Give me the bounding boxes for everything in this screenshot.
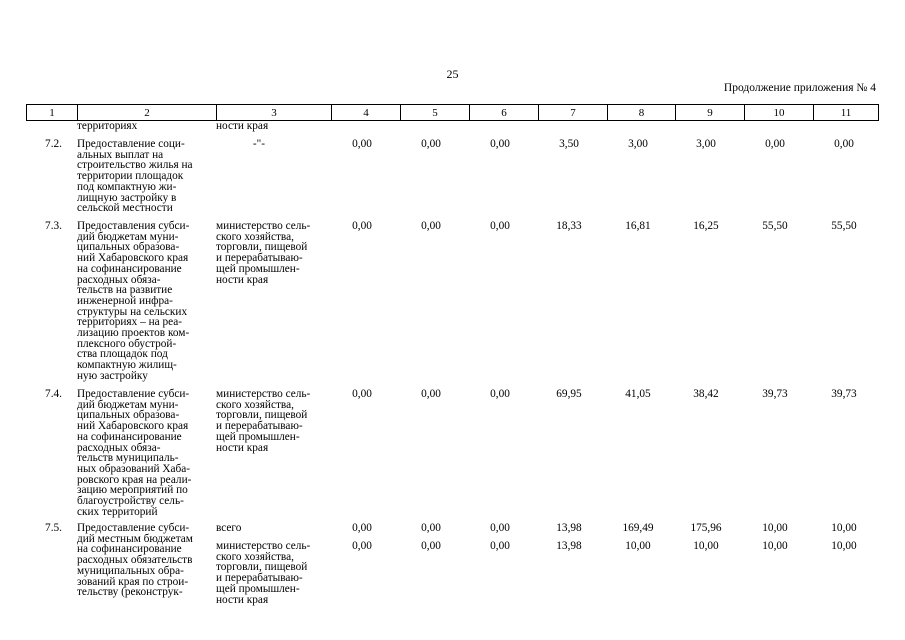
- desc-line: ровского края на реали-: [77, 473, 192, 486]
- continuation-label: Продолжение приложения № 4: [723, 82, 876, 94]
- value-cell: 175,96: [690, 522, 722, 534]
- exec-line: торговли, пищевой: [216, 561, 308, 574]
- row-executor: [216, 221, 326, 285]
- desc-line: ний Хабаровского края: [77, 252, 189, 265]
- desc-line: ную застройку: [77, 369, 148, 382]
- desc-line: структуры на сельских: [77, 305, 188, 318]
- value-cell: 39,73: [831, 388, 857, 400]
- desc-line: Предоставление субси-: [77, 388, 190, 400]
- value-cell: 0,00: [490, 540, 510, 552]
- row-number: 7.3.: [45, 220, 62, 232]
- value-cell: 169,49: [622, 522, 654, 534]
- desc-line: тельств муниципаль-: [77, 452, 179, 465]
- exec-line: ности края: [216, 593, 269, 606]
- exec-line: министерство сель-: [216, 540, 311, 552]
- desc-line: дий бюджетам муни-: [77, 398, 179, 411]
- exec-line: ского хозяйства,: [216, 550, 294, 563]
- value-cell: 10,00: [831, 540, 857, 552]
- column-header: 7: [539, 105, 608, 121]
- desc-line: зацию мероприятий по: [77, 484, 188, 497]
- exec-line: ности края: [216, 273, 269, 286]
- desc-line: тельств на развитие: [77, 284, 173, 297]
- row-executor-ditto: -"-: [252, 138, 266, 150]
- value-cell: 10,00: [831, 522, 857, 534]
- value-cell: 39,73: [762, 388, 788, 400]
- value-cell: 0,00: [421, 522, 441, 534]
- value-cell: 0,00: [490, 138, 510, 150]
- desc-line: территориях – на реа-: [77, 316, 183, 329]
- value-cell: 55,50: [762, 220, 788, 232]
- desc-line: ципальных образова-: [77, 409, 180, 422]
- exec-line: и перерабатываю-: [216, 420, 303, 433]
- exec-line: ского хозяйства,: [216, 230, 294, 243]
- exec-line: министерство сель-: [216, 220, 311, 232]
- row-description: [77, 389, 211, 517]
- column-header: 11: [814, 105, 879, 121]
- desc-line: расходных обяза-: [77, 273, 161, 286]
- exec-line: щей промышлен-: [216, 262, 300, 275]
- desc-line: инженерной инфра-: [77, 294, 173, 307]
- value-cell: 0,00: [352, 540, 372, 552]
- column-header: 3: [217, 105, 332, 121]
- column-header: 1: [27, 105, 78, 121]
- desc-line: ских территорий: [77, 505, 158, 518]
- desc-line: плексного обустрой-: [77, 337, 177, 350]
- page-number: 25: [446, 67, 459, 81]
- row-description: [77, 139, 211, 214]
- value-cell: 10,00: [693, 540, 719, 552]
- value-cell: 0,00: [421, 220, 441, 232]
- exec-line: щей промышлен-: [216, 582, 300, 595]
- value-cell: 13,98: [556, 522, 582, 534]
- desc-line: под компактную жи-: [77, 180, 177, 193]
- desc-line: территории площадок: [77, 170, 184, 183]
- value-cell: 0,00: [490, 220, 510, 232]
- desc-line: расходных обяза-: [77, 441, 161, 454]
- exec-line: щей промышлен-: [216, 430, 300, 443]
- value-cell: 16,25: [693, 220, 719, 232]
- row-executor: [216, 541, 326, 605]
- value-cell: 0,00: [352, 388, 372, 400]
- value-cell: 0,00: [834, 138, 854, 150]
- desc-line: ний Хабаровского края: [77, 420, 189, 433]
- exec-line: министерство сель-: [216, 388, 311, 400]
- exec-line: ского хозяйства,: [216, 398, 294, 411]
- header-table: [26, 104, 879, 121]
- exec-line: торговли, пищевой: [216, 409, 308, 422]
- desc-line: лищную застройку в: [77, 191, 177, 204]
- desc-line: на софинансирование: [77, 543, 182, 556]
- exec-line: и перерабатываю-: [216, 252, 303, 265]
- desc-line: тельству (реконструк-: [77, 586, 183, 599]
- desc-line: муниципальных обра-: [77, 564, 184, 577]
- value-cell: 3,00: [628, 138, 648, 150]
- column-header: 6: [470, 105, 539, 121]
- desc-line: зований края по строи-: [77, 575, 189, 588]
- row-description: [77, 523, 211, 598]
- desc-line: дий местным бюджетам: [77, 532, 193, 545]
- exec-line: торговли, пищевой: [216, 241, 308, 254]
- row-number: 7.5.: [45, 522, 62, 534]
- value-cell: 0,00: [421, 138, 441, 150]
- column-header: 10: [745, 105, 814, 121]
- desc-line: дий бюджетам муни-: [77, 230, 179, 243]
- value-cell: 0,00: [490, 388, 510, 400]
- column-header: 9: [676, 105, 745, 121]
- desc-line: Предоставления субси-: [77, 220, 190, 232]
- row-description: [77, 221, 211, 382]
- desc-line: лизацию проектов ком-: [77, 327, 190, 340]
- value-cell: 0,00: [490, 522, 510, 534]
- carryover-exec: ности края: [216, 120, 269, 132]
- value-cell: 41,05: [625, 388, 651, 400]
- value-cell: 69,95: [556, 388, 582, 400]
- desc-line: Предоставление соци-: [77, 138, 185, 150]
- value-cell: 0,00: [421, 388, 441, 400]
- column-header: 4: [332, 105, 401, 121]
- desc-line: сельской местности: [77, 202, 173, 215]
- value-cell: 0,00: [421, 540, 441, 552]
- row-number: 7.4.: [45, 388, 62, 400]
- desc-line: ства площадок под: [77, 348, 168, 361]
- value-cell: 55,50: [831, 220, 857, 232]
- value-cell: 10,00: [762, 540, 788, 552]
- value-cell: 10,00: [762, 522, 788, 534]
- row-number: 7.2.: [45, 138, 62, 150]
- column-header: 2: [78, 105, 217, 121]
- row-executor-total: всего: [216, 522, 242, 534]
- value-cell: 16,81: [625, 220, 651, 232]
- value-cell: 10,00: [625, 540, 651, 552]
- desc-line: на софинансирование: [77, 262, 182, 275]
- header-row: [27, 105, 879, 121]
- value-cell: 0,00: [352, 138, 372, 150]
- desc-line: ципальных образова-: [77, 241, 180, 254]
- value-cell: 38,42: [693, 388, 719, 400]
- value-cell: 13,98: [556, 540, 582, 552]
- column-header: 5: [401, 105, 470, 121]
- desc-line: ных образований Хаба-: [77, 462, 191, 475]
- column-header: 8: [608, 105, 676, 121]
- exec-line: и перерабатываю-: [216, 572, 303, 585]
- value-cell: 0,00: [352, 220, 372, 232]
- value-cell: 3,00: [696, 138, 716, 150]
- desc-line: на софинансирование: [77, 430, 182, 443]
- value-cell: 0,00: [765, 138, 785, 150]
- value-cell: 3,50: [559, 138, 579, 150]
- desc-line: строительство жилья на: [77, 159, 193, 172]
- desc-line: Предоставление субси-: [77, 522, 190, 534]
- desc-line: альных выплат на: [77, 148, 164, 161]
- value-cell: 0,00: [352, 522, 372, 534]
- desc-line: благоустройству сель-: [77, 495, 184, 508]
- row-executor: [216, 389, 326, 453]
- desc-line: расходных обязательств: [77, 554, 193, 567]
- exec-line: ности края: [216, 441, 269, 454]
- desc-line: компактную жилищ-: [77, 359, 177, 372]
- carryover-desc: территориях: [77, 120, 138, 132]
- value-cell: 18,33: [556, 220, 582, 232]
